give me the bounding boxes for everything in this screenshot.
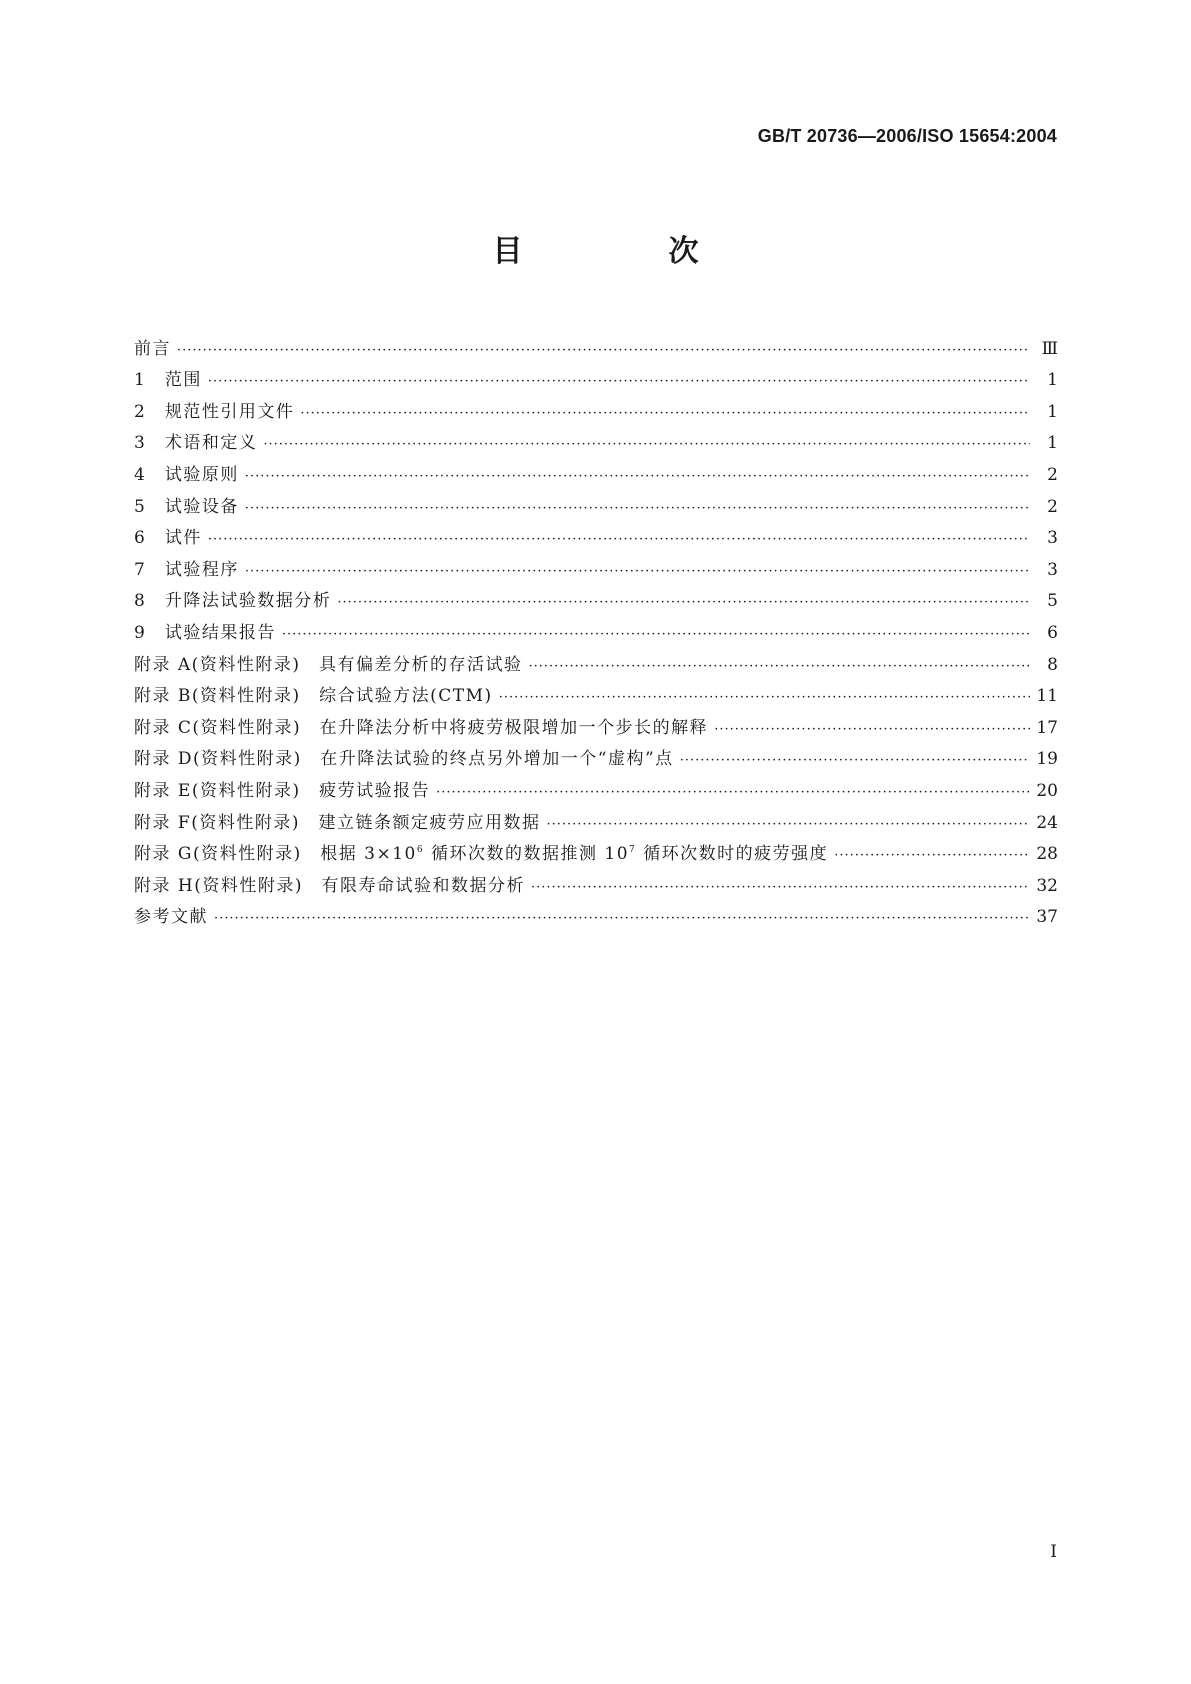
- toc-entry-label: 附录 H(资料性附录) 有限寿命试验和数据分析: [134, 875, 525, 896]
- table-of-contents: [134, 328, 1058, 928]
- toc-entry-page: 11: [1036, 686, 1058, 707]
- toc-entry-page: 17: [1036, 717, 1058, 738]
- toc-entry-annex-d[interactable]: [134, 739, 1058, 771]
- dot-leader: [436, 784, 1030, 802]
- toc-entry-annex-c[interactable]: [134, 707, 1058, 739]
- toc-entry-page: 5: [1047, 591, 1058, 612]
- dot-leader: [337, 594, 1030, 612]
- toc-entry-label: 5 试验设备: [134, 496, 239, 517]
- toc-entry-label: 2 规范性引用文件: [134, 401, 295, 422]
- toc-entry-page: 6: [1047, 622, 1058, 643]
- toc-entry-annex-g[interactable]: [134, 834, 1058, 866]
- page-title: 目 次: [492, 234, 757, 269]
- toc-entry-label: 4 试验原则: [134, 464, 239, 485]
- toc-entry-normative-references[interactable]: [134, 391, 1058, 423]
- dot-leader: [245, 500, 1030, 518]
- label-part: 附录 G(资料性附录) 根据 3×10: [134, 844, 417, 865]
- dot-leader: [499, 689, 1030, 707]
- dot-leader: [263, 436, 1030, 454]
- toc-entry-label: 3 术语和定义: [134, 433, 258, 454]
- toc-entry-test-report[interactable]: [134, 612, 1058, 644]
- toc-entry-label: 前言: [134, 338, 171, 359]
- toc-entry-page: 1: [1047, 433, 1058, 454]
- standard-code: GB/T 20736—2006/ISO 15654:2004: [757, 126, 1057, 146]
- page-number: I: [1050, 1542, 1057, 1562]
- toc-entry-label: 6 试件: [134, 528, 202, 549]
- dot-leader: [177, 342, 1030, 360]
- dot-leader: [546, 816, 1030, 834]
- toc-entry-label: 附录 B(资料性附录) 综合试验方法(CTM): [134, 686, 493, 707]
- toc-entry-page: 28: [1036, 844, 1058, 865]
- toc-entry-annex-e[interactable]: [134, 770, 1058, 802]
- exponent: 7: [629, 845, 637, 856]
- toc-entry-label: 附录 F(资料性附录) 建立链条额定疲劳应用数据: [134, 812, 541, 833]
- toc-entry-label: 8 升降法试验数据分析: [134, 591, 332, 612]
- dot-leader: [531, 879, 1030, 897]
- toc-entry-page: 3: [1047, 528, 1058, 549]
- dot-leader: [714, 721, 1030, 739]
- toc-entry-page: 19: [1036, 749, 1058, 770]
- exponent: 6: [416, 845, 425, 856]
- toc-entry-test-equipment[interactable]: [134, 486, 1058, 518]
- toc-entry-page: 32: [1036, 875, 1058, 896]
- toc-entry-terms-definitions[interactable]: [134, 423, 1058, 455]
- toc-entry-annex-f[interactable]: [134, 802, 1058, 834]
- toc-entry-label: 附录 C(资料性附录) 在升降法分析中将疲劳极限增加一个步长的解释: [134, 717, 709, 738]
- toc-entry-page: Ⅲ: [1041, 338, 1058, 359]
- dot-leader: [300, 405, 1030, 423]
- dot-leader: [245, 468, 1030, 486]
- toc-entry-page: 1: [1047, 370, 1058, 391]
- toc-entry-label: 1 范围: [134, 370, 202, 391]
- toc-entry-annex-b[interactable]: [134, 676, 1058, 708]
- label-part: 循环次数的数据推测 10: [424, 844, 630, 865]
- dot-leader: [528, 658, 1030, 676]
- toc-entry-annex-a[interactable]: [134, 644, 1058, 676]
- dot-leader: [208, 373, 1030, 391]
- toc-entry-scope[interactable]: [134, 360, 1058, 392]
- toc-entry-annex-h[interactable]: [134, 865, 1058, 897]
- toc-entry-label: 9 试验结果报告: [134, 622, 276, 643]
- toc-entry-label: 附录 A(资料性附录) 具有偏差分析的存活试验: [134, 654, 523, 675]
- toc-entry-page: 24: [1036, 812, 1058, 833]
- toc-entry-label: 附录 D(资料性附录) 在升降法试验的终点另外增加一个“虚构”点: [134, 749, 674, 770]
- dot-leader: [214, 910, 1030, 928]
- toc-entry-foreword[interactable]: [134, 328, 1058, 360]
- toc-entry-page: 37: [1036, 907, 1058, 928]
- toc-entry-page: 2: [1047, 464, 1058, 485]
- toc-entry-label: 参考文献: [134, 907, 208, 928]
- dot-leader: [680, 752, 1030, 770]
- label-part: 循环次数时的疲劳强度: [636, 844, 829, 865]
- toc-entry-page: 3: [1047, 559, 1058, 580]
- toc-entry-page: 20: [1036, 780, 1058, 801]
- toc-entry-page: 8: [1047, 654, 1058, 675]
- dot-leader: [282, 626, 1030, 644]
- toc-entry-test-procedure[interactable]: [134, 549, 1058, 581]
- toc-entry-staircase-analysis[interactable]: [134, 581, 1058, 613]
- dot-leader: [208, 531, 1030, 549]
- toc-entry-page: 2: [1047, 496, 1058, 517]
- toc-entry-test-pieces[interactable]: [134, 518, 1058, 550]
- dot-leader: [834, 847, 1030, 865]
- toc-entry-label: [134, 843, 834, 865]
- toc-entry-bibliography[interactable]: [134, 897, 1058, 929]
- dot-leader: [245, 563, 1030, 581]
- toc-entry-label: 7 试验程序: [134, 559, 239, 580]
- toc-entry-test-principle[interactable]: [134, 454, 1058, 486]
- toc-entry-label: 附录 E(资料性附录) 疲劳试验报告: [134, 780, 431, 801]
- toc-entry-page: 1: [1047, 401, 1058, 422]
